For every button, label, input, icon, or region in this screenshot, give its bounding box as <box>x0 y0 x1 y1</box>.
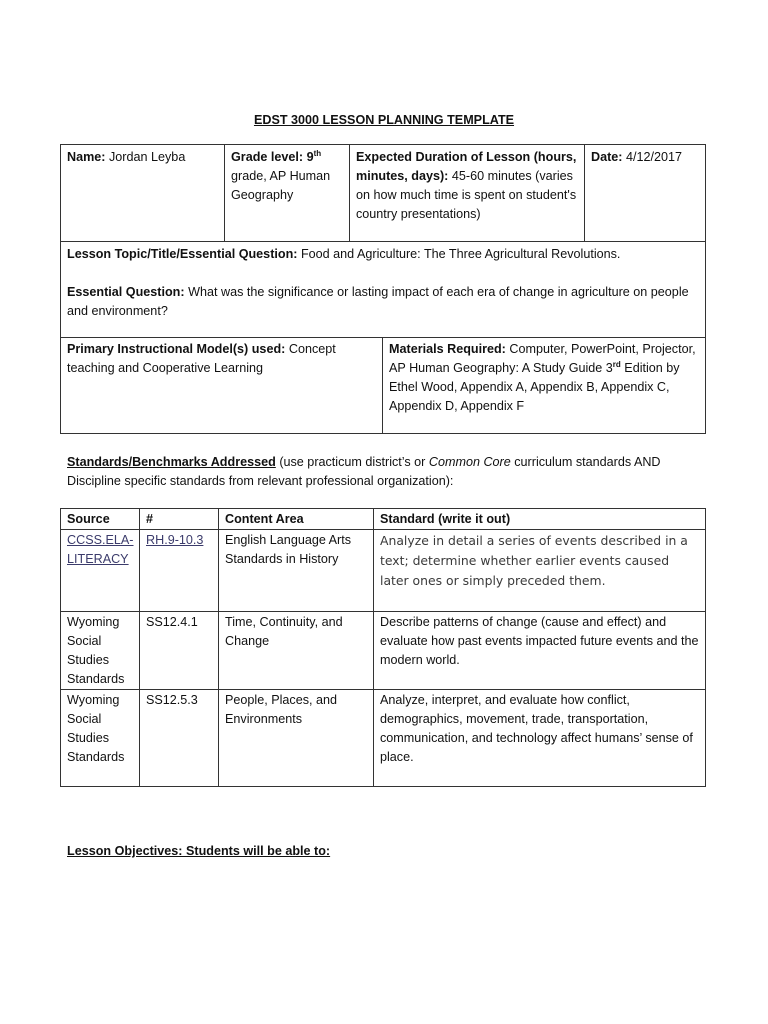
table-row <box>61 612 706 690</box>
content-area-cell: Time, Continuity, and Change <box>219 612 374 690</box>
standards-intro-text-2: curriculum standards AND Discipline specific standards from relevant professional organization): <box>67 455 661 488</box>
instructional-model-label: Primary Instructional Model(s) used: <box>67 342 286 356</box>
materials-label: Materials Required: <box>389 342 506 356</box>
standards-table <box>60 508 706 787</box>
topic-cell <box>61 242 706 338</box>
document-title: EDST 3000 LESSON PLANNING TEMPLATE <box>253 113 515 127</box>
standards-header-row <box>61 509 706 530</box>
standard-cell: Analyze, interpret, and evaluate how conflict, demographics, movement, trade, transportation, communication, and technology affect humans’ sense of place. <box>374 690 706 787</box>
name-label: Name: <box>67 150 106 164</box>
topic-value: Food and Agriculture: The Three Agricultural Revolutions. <box>300 247 621 261</box>
grade-cell <box>225 145 350 242</box>
grade-value: grade, AP Human Geography <box>231 169 331 202</box>
number-cell <box>140 530 219 612</box>
materials-value: Computer, PowerPoint, Projector, AP Human Geography: A Study Guide 3 <box>389 342 696 375</box>
name-cell <box>61 145 225 242</box>
instructional-model-value: Concept teaching and Cooperative Learning <box>67 342 336 375</box>
date-cell <box>585 145 706 242</box>
essential-question-label: Essential Question: <box>67 285 185 299</box>
source-cell <box>61 530 140 612</box>
content-area-cell: People, Places, and Environments <box>219 690 374 787</box>
model-materials-table <box>60 337 706 434</box>
content-area-cell: English Language Arts Standards in History <box>219 530 374 612</box>
materials-value-cont: Edition by Ethel Wood, Appendix A, Appendix B, Appendix C, Appendix D, Appendix F <box>389 361 680 413</box>
header-source: Source <box>61 509 140 530</box>
number-cell: SS12.5.3 <box>140 690 219 787</box>
source-cell: Wyoming Social Studies Standards <box>61 612 140 690</box>
standards-heading: Standards/Benchmarks Addressed <box>67 455 276 469</box>
edition-superscript: rd <box>612 359 621 369</box>
topic-line <box>67 245 699 264</box>
date-label: Date: <box>591 150 623 164</box>
duration-value: 45-60 minutes (varies on how much time is spent on student's country presentations) <box>356 169 577 221</box>
instructional-model-cell <box>61 338 383 434</box>
header-number: # <box>140 509 219 530</box>
essential-question <box>67 283 699 321</box>
topic-label: Lesson Topic/Title/Essential Question: <box>67 247 298 261</box>
table-row <box>61 530 706 612</box>
header-content-area: Content Area <box>219 509 374 530</box>
number-cell: SS12.4.1 <box>140 612 219 690</box>
grade-label: Grade level: 9 <box>231 150 314 164</box>
standards-intro <box>67 453 707 491</box>
standard-number-link[interactable]: RH.9-10.3 <box>146 533 204 547</box>
source-cell: Wyoming Social Studies Standards <box>61 690 140 787</box>
header-standard: Standard (write it out) <box>374 509 706 530</box>
name-value: Jordan Leyba <box>109 150 186 164</box>
standard-cell: Analyze in detail a series of events described in a text; determine whether earlier events caused later ones or simply preceded them. <box>374 530 706 612</box>
materials-cell <box>383 338 706 434</box>
date-value: 4/12/2017 <box>626 150 683 164</box>
common-core-text: Common Core <box>428 455 511 469</box>
standards-intro-text: (use practicum district’s or <box>279 455 426 469</box>
table-row <box>61 690 706 787</box>
duration-cell <box>350 145 585 242</box>
grade-superscript: th <box>313 148 322 158</box>
essential-question-value: What was the significance or lasting impact of each era of change in agriculture on people and environment? <box>67 285 689 318</box>
lesson-objectives-heading: Lesson Objectives: Students will be able to: <box>67 844 331 858</box>
lesson-info-table <box>60 144 706 338</box>
duration-label: Expected Duration of Lesson (hours, minutes, days): <box>356 150 577 183</box>
source-link[interactable]: CCSS.ELA-LITERACY <box>67 533 134 566</box>
standard-cell: Describe patterns of change (cause and effect) and evaluate how past events impacted future events and the modern world. <box>374 612 706 690</box>
